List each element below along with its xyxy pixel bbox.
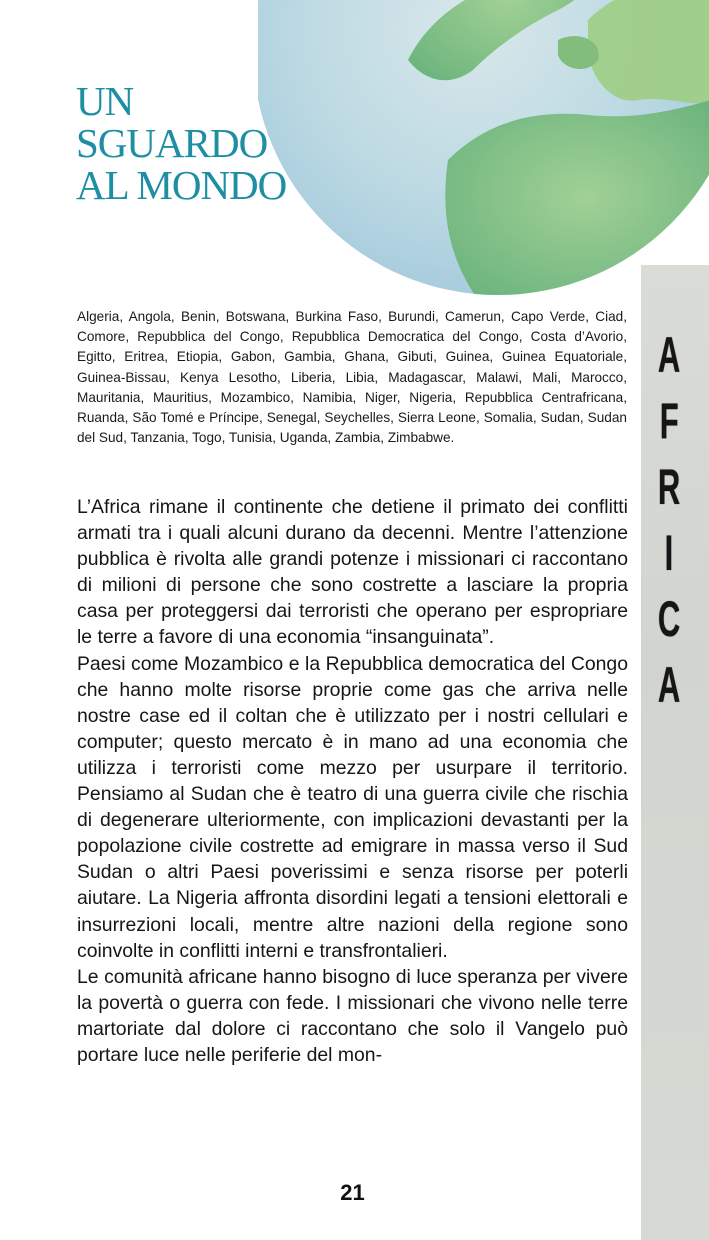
globe-illustration (258, 0, 709, 300)
vertical-continent-label (641, 322, 697, 718)
vertical-letter: A (657, 327, 681, 383)
vertical-letter: A (657, 657, 681, 713)
title-line: UN (76, 78, 134, 124)
country-list: Algeria, Angola, Benin, Botswana, Burkina Faso, Burundi, Camerun, Capo Verde, Ciad, Comore, Repubblica del Congo, Repubblica Democratica del Congo, Costa d’Avorio, Egitto, Eritrea, Etiopia, Gabon, Gambia, Ghana, Gibuti, Guinea, Guinea Equatoriale, Guinea-Bissau, Kenya Lesotho, Liberia, Libia, Madagascar, Malawi, Mali, Marocco, Mauritania, Mauritius, Mozambico, Namibia, Niger, Nigeria, Repubblica Centrafricana, Ruanda, São Tomé e Príncipe, Senegal, Seychelles, Sierra Leone, Somalia, Sudan, Sudan del Sud, Tanzania, Togo, Tunisia, Uganda, Zambia, Zimbabwe. (77, 309, 627, 446)
vertical-letter: C (657, 591, 681, 647)
landmass-east (588, 0, 709, 104)
page-title (76, 80, 286, 206)
title-line: SGUARDO (76, 120, 268, 166)
body-paragraph: Le comunità africane hanno bisogno di luce speranza per vivere la povertà o guerra con fede. I missionari che vivono nelle terre martoriate dal dolore ci raccontano che solo il Vangelo può portare luce nelle periferie del mon- (77, 965, 628, 1066)
page-number: 21 (340, 1180, 365, 1205)
body-paragraph: L’Africa rimane il continente che detiene il primato dei conflitti armati tra i quali alcuni durano da decenni. Mentre l’attenzione pubblica è rivolta alle grandi potenze i missionari ci raccontano di milioni di persone che sono costrette a lasciare la propria casa per proteggersi dai terroristi che operano per espropriare le terre a favore di una economia “insanguinata”. (77, 496, 628, 649)
body-paragraph: Paesi come Mozambico e la Repubblica democratica del Congo che hanno molte risorse proprie come gas che arriva nelle nostre case ed il coltan che è utilizzato per i nostri cellulari e computer; questo mercato è in mano ad una economia che utilizza i terroristi come mezzo per usurpare il territorio. Pensiamo al Sudan che è teatro di una guerra civile che rischia di degenerare ulteriormente, con implicazioni devastanti per la popolazione civile costrette ad emigrare in massa verso il Sud Sudan o altri Paesi poverissimi e senza risorse per poterli aiutare. La Nigeria affronta disordini legati a tensioni elettorali e insurrezioni locali, mentre altre nazioni della regione sono coinvolte in conflitti interni e transfrontalieri. (77, 652, 628, 962)
vertical-letter: R (657, 459, 681, 515)
vertical-letter: I (664, 525, 674, 581)
vertical-letter: F (659, 393, 679, 449)
title-line: AL MONDO (76, 162, 287, 208)
article-body (77, 494, 628, 1068)
